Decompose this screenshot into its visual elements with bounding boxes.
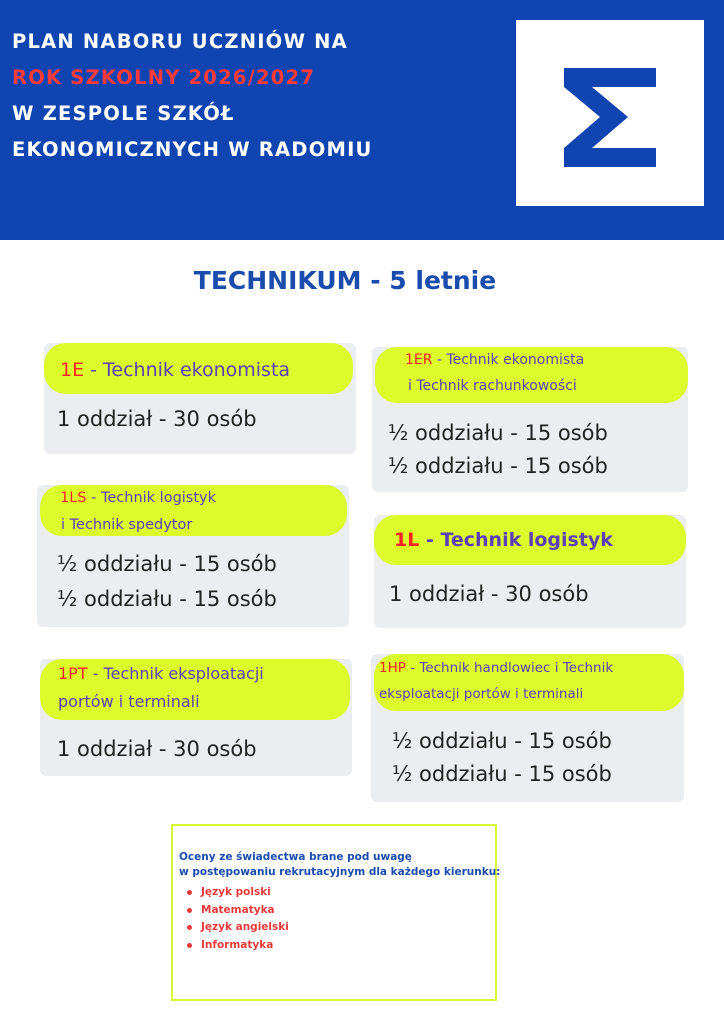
- card-1er-row-1: ½ oddziału - 15 osób: [388, 421, 608, 445]
- card-1pt-row-1: 1 oddział - 30 osób: [57, 737, 257, 761]
- sigma-logo-icon: [516, 20, 704, 206]
- header-banner: [0, 0, 724, 240]
- card-1l-title: 1L - Technik logistyk: [394, 529, 613, 551]
- subject-item: Język angielski: [183, 919, 289, 937]
- card-1er-row-2: ½ oddziału - 15 osób: [388, 454, 608, 478]
- card-1hp-title-line-2: eksploatacji portów i terminali: [379, 686, 584, 702]
- grades-note-box: [171, 824, 501, 1001]
- header-title-line-2: ROK SZKOLNY 2026/2027: [12, 66, 316, 89]
- card-1pt-title-line-2: portów i terminali: [58, 692, 200, 711]
- grades-note-line-1: Oceny ze świadectwa brane pod uwagę: [179, 851, 412, 863]
- subjects-list: [183, 884, 289, 954]
- header-title-line-3: W ZESPOLE SZKÓŁ: [12, 102, 235, 125]
- header-title-line-1: PLAN NABORU UCZNIÓW NA: [12, 30, 348, 53]
- school-logo: [516, 20, 704, 206]
- card-1pt-title-line-1: 1PT - Technik eksploatacji: [58, 664, 264, 683]
- subject-item: Matematyka: [183, 902, 289, 920]
- grades-note-heading: [179, 850, 500, 880]
- subject-item: Informatyka: [183, 937, 289, 955]
- card-1e-row-1: 1 oddział - 30 osób: [57, 407, 257, 431]
- header-title-line-4: EKONOMICZNYCH W RADOMIU: [12, 138, 373, 161]
- card-1ls-title-line-1: 1LS - Technik logistyk: [60, 490, 217, 506]
- subject-item: Język polski: [183, 884, 289, 902]
- card-1l-row-1: 1 oddział - 30 osób: [389, 582, 589, 606]
- card-1ls-row-1: ½ oddziału - 15 osób: [57, 552, 277, 576]
- card-1ls-row-2: ½ oddziału - 15 osób: [57, 587, 277, 611]
- card-1hp-row-1: ½ oddziału - 15 osób: [392, 729, 612, 753]
- card-1ls-title-line-2: i Technik spedytor: [61, 517, 193, 533]
- card-1hp-title-line-1: 1HP - Technik handlowiec i Technik: [379, 660, 614, 676]
- card-1er-title-line-1: 1ER - Technik ekonomista: [405, 352, 585, 368]
- grades-note-line-2: w postępowaniu rekrutacyjnym dla każdego kierunku:: [179, 866, 501, 878]
- card-1e-title: 1E - Technik ekonomista: [60, 359, 291, 381]
- card-1hp-row-2: ½ oddziału - 15 osób: [392, 762, 612, 786]
- card-1er-title-line-2: i Technik rachunkowości: [408, 378, 577, 394]
- page-title: TECHNIKUM - 5 letnie: [193, 266, 497, 295]
